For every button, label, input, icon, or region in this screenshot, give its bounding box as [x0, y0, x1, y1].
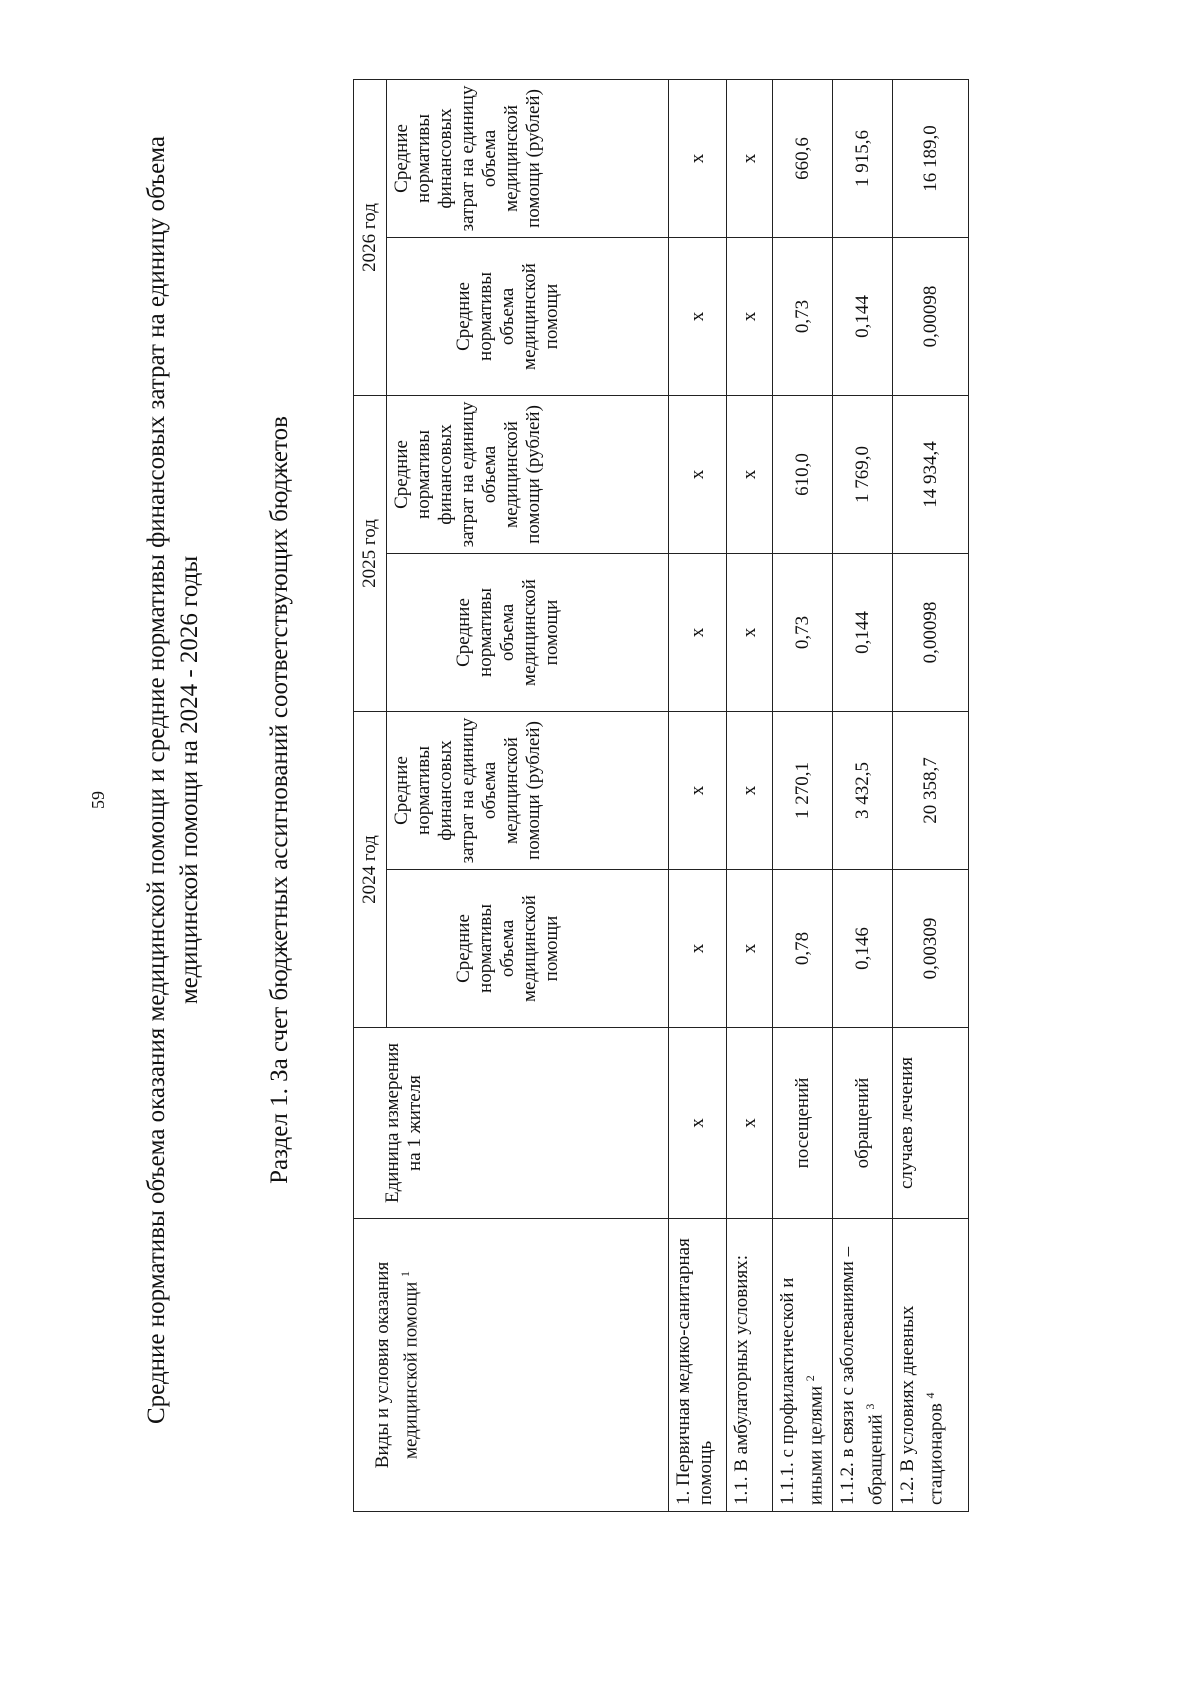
header-volume-2025: Средние нормативы объема медицинской помощи — [387, 553, 669, 711]
row-volume-2026: х — [669, 237, 727, 395]
table-row — [893, 79, 969, 1511]
row-volume-2025: 0,00098 — [893, 553, 969, 711]
row-unit: случаев лечения — [893, 1028, 969, 1219]
page-number: 59 — [88, 791, 108, 809]
row-cost-2025: 14 934,4 — [893, 395, 969, 553]
header-cost-2026: Средние нормативы финансовых затрат на единицу объема медицинской помощи (рублей) — [387, 79, 669, 237]
row-kind: 1.1.2. в связи с заболеваниями – обращений $^3$ — [833, 1219, 893, 1512]
table-row — [727, 79, 773, 1511]
row-cost-2024: х — [727, 711, 773, 869]
row-volume-2025: 0,73 — [773, 553, 833, 711]
table-row — [669, 79, 727, 1511]
row-kind: 1.2. В условиях дневных стационаров $^4$ — [893, 1219, 969, 1512]
table-row — [773, 79, 833, 1511]
rotated-page — [88, 0, 1170, 1600]
row-volume-2025: х — [727, 553, 773, 711]
row-unit: посещений — [773, 1028, 833, 1219]
row-kind: 1. Первичная медико-санитарная помощь — [669, 1219, 727, 1512]
row-volume-2026: 0,144 — [833, 237, 893, 395]
row-volume-2024: 0,78 — [773, 870, 833, 1028]
row-volume-2026: 0,00098 — [893, 237, 969, 395]
header-cost-2025: Средние нормативы финансовых затрат на единицу объема медицинской помощи (рублей) — [387, 395, 669, 553]
row-cost-2026: х — [669, 79, 727, 237]
row-volume-2025: х — [669, 553, 727, 711]
footnote-marker: 3 — [863, 1403, 877, 1410]
row-cost-2026: 660,6 — [773, 79, 833, 237]
title-line-2: медицинской помощи на 2024 - 2026 годы — [176, 555, 203, 1005]
row-cost-2024: 3 432,5 — [833, 711, 893, 869]
footnote-marker: 4 — [923, 1392, 937, 1399]
title-line-1: Средние нормативы объема оказания медицинской помощи и средние нормативы финансовых затрат на единицу объема — [143, 136, 170, 1424]
header-year-2024: 2024 год — [354, 711, 387, 1027]
row-volume-2026: х — [727, 237, 773, 395]
row-cost-2024: х — [669, 711, 727, 869]
header-volume-2026: Средние нормативы объема медицинской помощи — [387, 237, 669, 395]
header-kind: Виды и условия оказания медицинской помощи $^1$ — [354, 1219, 669, 1512]
section-title: Раздел 1. За счет бюджетных ассигнований соответствующих бюджетов — [266, 416, 293, 1184]
row-cost-2025: 1 769,0 — [833, 395, 893, 553]
row-unit: обращений — [833, 1028, 893, 1219]
row-volume-2024: 0,00309 — [893, 870, 969, 1028]
header-unit: Единица измерения на 1 жителя — [354, 1028, 669, 1219]
row-kind: 1.1.1. с профилактической и иными целями $^2$ — [773, 1219, 833, 1512]
footnote-marker: 2 — [803, 1375, 817, 1382]
row-cost-2024: 1 270,1 — [773, 711, 833, 869]
row-volume-2025: 0,144 — [833, 553, 893, 711]
row-cost-2025: х — [727, 395, 773, 553]
row-cost-2024: 20 358,7 — [893, 711, 969, 869]
row-volume-2024: х — [727, 870, 773, 1028]
row-kind: 1.1. В амбулаторных условиях: — [727, 1219, 773, 1512]
norms-table — [353, 79, 969, 1512]
row-cost-2025: 610,0 — [773, 395, 833, 553]
row-cost-2026: 1 915,6 — [833, 79, 893, 237]
table-row — [833, 79, 893, 1511]
row-cost-2025: х — [669, 395, 727, 553]
header-cost-2024: Средние нормативы финансовых затрат на единицу объема медицинской помощи (рублей) — [387, 711, 669, 869]
footnote-marker: 1 — [398, 1270, 412, 1277]
row-unit: х — [727, 1028, 773, 1219]
row-cost-2026: х — [727, 79, 773, 237]
header-volume-2024: Средние нормативы объема медицинской помощи — [387, 870, 669, 1028]
row-cost-2026: 16 189,0 — [893, 79, 969, 237]
row-unit: х — [669, 1028, 727, 1219]
row-volume-2024: х — [669, 870, 727, 1028]
row-volume-2026: 0,73 — [773, 237, 833, 395]
header-year-2025: 2025 год — [354, 395, 387, 711]
row-volume-2024: 0,146 — [833, 870, 893, 1028]
document-title — [140, 0, 206, 1560]
header-year-2026: 2026 год — [354, 79, 387, 395]
